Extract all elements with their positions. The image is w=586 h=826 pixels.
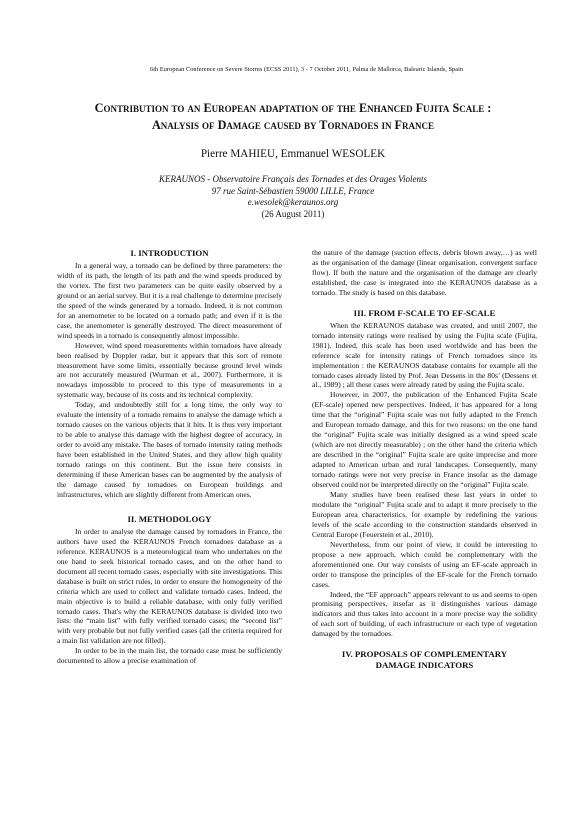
paper-title-line1: Contribution to an European adaptation of the Enhanced Fujita Scale : <box>94 101 492 115</box>
paragraph: Many studies have been realised these last years in order to modulate the “original” Fujita scale and to adapt it more precisely to the European area characteristics, for example by redefining the various levels of the scale according to the construction standards observed in Central Europe (Feuerstein et al., 2010). <box>312 489 537 539</box>
address: 97 rue Saint-Sébastien 59000 LILLE, France <box>211 185 375 196</box>
paper-title-line2: Analysis of Damage caused by Tornadoes in France <box>152 117 434 132</box>
paragraph: However, wind speed measurements within tornadoes have already been realised by Doppler radar, but it appears that this sort of remote measurement have some limits, essentially because ground level winds are not accurately measured (Wurman et al., 2007). Furthermore, it is nowadays impossible to proceed to this type of measurements in a systematic way, because of its costs and its technical complexity. <box>57 340 282 400</box>
paragraph: Indeed, the “EF approach” appears relevant to us and seems to open promising perspectives, insofar as it distinguishes various damage indicators and thus takes into account in a more precise way the solidity of each sort of building, of each infrastructure or each type of vegetation damaged by the tornadoes. <box>312 589 537 639</box>
right-column <box>312 248 537 673</box>
heading-line: DAMAGE INDICATORS <box>375 660 474 671</box>
section-heading-fscale: III. FROM F-SCALE TO EF-SCALE <box>353 307 496 318</box>
section-heading-introduction: I. INTRODUCTION <box>130 248 209 258</box>
paragraph: the nature of the damage (suction effects, debris blown away,…) as well as the organisation of the damage (linear organisation, convergent surface flow). If both the nature and the organisation of the damage are clearly established, the case is integrated into the KERAUNOS database as a tornado. The study is based on this database. <box>312 248 537 297</box>
paper-title <box>40 100 546 133</box>
section-heading-methodology: II. METHODOLOGY <box>127 513 212 524</box>
email: e.wesolek@keraunos.org <box>247 197 339 208</box>
paragraph: In order to be in the main list, the tornado case must be sufficiently documented to allow a precise examination of <box>57 646 282 666</box>
paragraph: In a general way, a tornado can be defined by three parameters: the width of its path, the length of its path and the wind speeds produced by the vortex. The first two parameters can be quite easily observed by a ground or an aerial survey. But it is a real challenge to determine precisely the speed of the winds generated by a tornado. Indeed, it is not common for an anemometer to be located on a tornado path; and even if it is the case, the anemometer is generally destroyed. The direct measurement of wind speeds in a tornado is consequently almost impossible. <box>57 261 282 340</box>
heading-line: IV. PROPOSALS OF COMPLEMENTARY <box>341 649 508 660</box>
paper-date: (26 August 2011) <box>261 209 325 220</box>
section-heading-proposals <box>312 649 537 671</box>
paragraph: Today, and undoubtedly still for a long time, the only way to evaluate the intensity of a tornado remains to analyse the damage which a tornado causes on the various objects that it hits. It is thus very important to be able to analyse this damage with the highest degree of accuracy, in order to avoid any mistake. The bases of tornado intensity rating methods have been established in the United States, and they allow high quality tornado ratings on this continent. But the issue here consists in determining if these American bases can be augmented by the analysis of the damage caused by tornadoes on European buildings and infrastructures, which are slightly different from American ones. <box>57 400 282 499</box>
paragraph: When the KERAUNOS database was created, and until 2007, the tornado intensity ratings were realised by using the Fujita scale (Fujita, 1981). Indeed, this scale has been used worldwide and has been the reference scale for intensity ratings of French tornadoes since its implementation : the KERAUNOS database contains for example all the tornado cases already listed by Prof. Jean Dessens in the 80s’ (Dessens et al., 1989) ; all these cases were already rated by using the Fujita scale. <box>312 320 537 390</box>
paragraph: In order to analyse the damage caused by tornadoes in France, the authors have used the KERAUNOS French tornadoes database as a reference. KERAUNOS is a meteorological team who undertakes on the one hand to seek historical tornado cases, and on the other hand to document all recent tornado cases, especially with site investigations. This database is built on strict rules, in order to ensure the homogeneity of the criteria which are used to collect and validate tornado cases. Indeed, the main objective is to build a reliable database, with only fully verified tornado cases. That's why the KERAUNOS database is divided into two lists: the “main list” with fully verified tornado cases; the “second list” with very probable but not fully verified cases (all the criteria required for a main list validation are not filled). <box>57 526 282 646</box>
paper-authors: Pierre MAHIEU, Emmanuel WESOLEK <box>200 148 386 160</box>
paragraph: Nevertheless, from our point of view, it could be interesting to propose a new approach, which could be complementary with the aforementioned one. Our way consists of using an EF-scale approach in order to transpose the principles of the EF-scale for the French tornado cases. <box>312 539 537 589</box>
paragraph: However, in 2007, the publication of the Enhanced Fujita Scale (EF-scale) opened new perspectives. Indeed, it has appeared for a long time that the “original” Fujita scale was not fully adapted to the French and European tornado damage, and this for two reasons: on the one hand the “original” Fujita scale was initially designed as a wind speed scale (which are not directly measurable) ; on the other hand the criteria which are described in the “original” Fujita scale are quite imprecise and more adapted to American urban and rural landscapes. Consequently, many tornado ratings were not very precise in France insofar as the damage observed could not be interpreted directly on the “original” Fujita scale. <box>312 390 537 490</box>
affiliation: KERAUNOS - Observatoire Français des Tornades et des Orages Violents <box>159 174 427 184</box>
left-column <box>57 248 282 666</box>
author-affiliation-block <box>40 174 546 221</box>
conference-header: 6th European Conference on Severe Storms (ECSS 2011), 3 - 7 October 2011, Palma de Mallorca, Balearic Islands, Spain <box>150 66 464 73</box>
